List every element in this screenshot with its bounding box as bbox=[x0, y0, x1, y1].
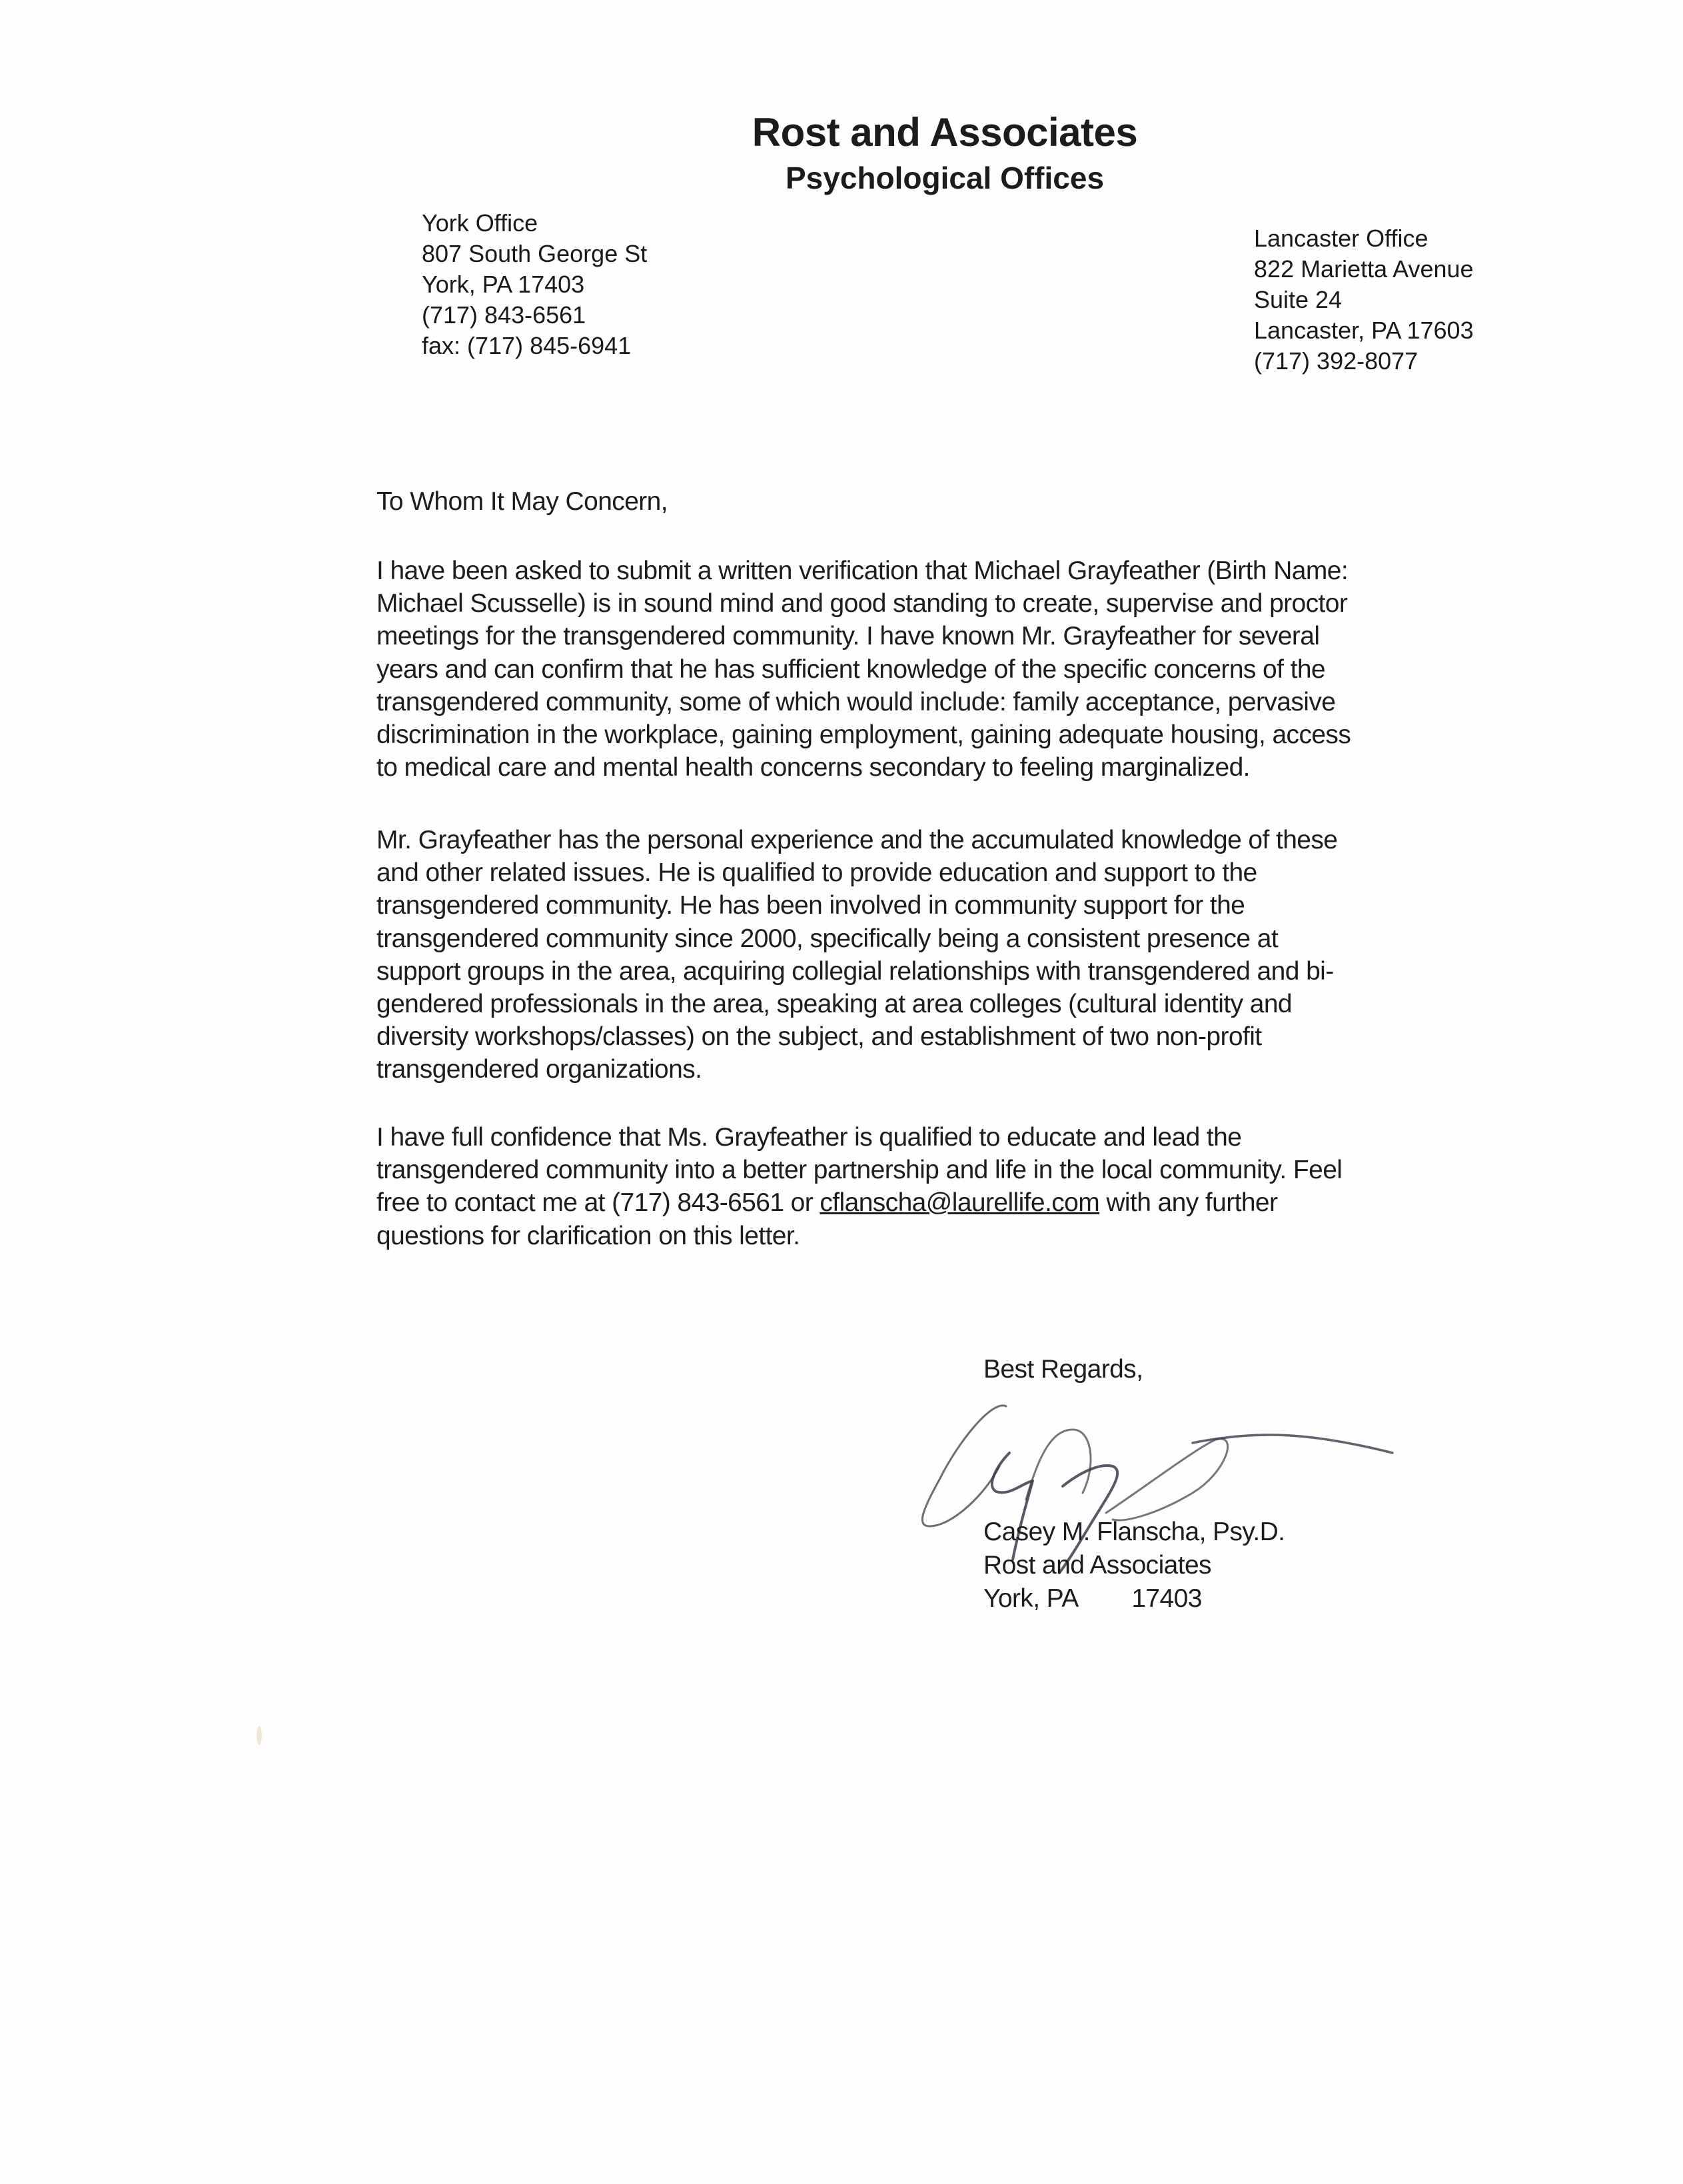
lancaster-office-address bbox=[1254, 223, 1474, 377]
contact-text: free to contact me at (717) 843-6561 or bbox=[376, 1188, 820, 1218]
paragraph-line: discrimination in the workplace, gaining employment, gaining adequate housing, access bbox=[376, 720, 1351, 750]
signatory-block bbox=[983, 1516, 1285, 1616]
paper-speck bbox=[257, 1726, 262, 1745]
contact-text-end: with any further bbox=[1099, 1188, 1278, 1218]
paragraph-line: and other related issues. He is qualified to provide education and support to the bbox=[376, 858, 1257, 888]
paragraph-line: to medical care and mental health concerns secondary to feeling marginalized. bbox=[376, 753, 1250, 782]
paragraph-confidence bbox=[376, 1121, 1342, 1252]
paragraph-line: support groups in the area, acquiring collegial relationships with transgendered and bi- bbox=[376, 956, 1334, 986]
signatory-organization: Rost and Associates bbox=[983, 1551, 1211, 1580]
company-subtitle: Psychological Offices bbox=[785, 161, 1105, 195]
lancaster-office-suite: Suite 24 bbox=[1254, 286, 1343, 313]
paragraph-line: Michael Scusselle) is in sound mind and good standing to create, supervise and proctor bbox=[376, 589, 1348, 618]
paragraph-line: questions for clarification on this letter. bbox=[376, 1221, 800, 1250]
company-name: Rost and Associates bbox=[752, 110, 1138, 155]
email-link[interactable]: cflanscha@laurellife.com bbox=[820, 1188, 1100, 1218]
lancaster-office-street: 822 Marietta Avenue bbox=[1254, 255, 1474, 283]
salutation: To Whom It May Concern, bbox=[376, 487, 668, 516]
lancaster-office-city: Lancaster, PA 17603 bbox=[1254, 317, 1474, 344]
paragraph-line: meetings for the transgendered community. I have known Mr. Grayfeather for several bbox=[376, 622, 1320, 651]
paragraph-line: gendered professionals in the area, speaking at area colleges (cultural identity and bbox=[376, 990, 1292, 1019]
paragraph-line: transgendered community. He has been involved in community support for the bbox=[376, 891, 1245, 920]
paragraph-line: transgendered community, some of which would include: family acceptance, pervasive bbox=[376, 687, 1336, 716]
signatory-name: Casey M. Flanscha, Psy.D. bbox=[983, 1518, 1285, 1546]
york-office-label: York Office bbox=[422, 209, 538, 237]
lancaster-office-label: Lancaster Office bbox=[1254, 225, 1428, 252]
york-office-address bbox=[422, 208, 647, 361]
paragraph-line: I have been asked to submit a written verification that Michael Grayfeather (Birth Name: bbox=[376, 556, 1349, 585]
paragraph-line: years and can confirm that he has sufficient knowledge of the specific concerns of the bbox=[376, 654, 1326, 684]
paragraph-line: I have full confidence that Ms. Grayfeather is qualified to educate and lead the bbox=[376, 1123, 1242, 1152]
york-office-street: 807 South George St bbox=[422, 240, 648, 267]
paragraph-line: Mr. Grayfeather has the personal experience and the accumulated knowledge of these bbox=[376, 826, 1338, 854]
paragraph-verification bbox=[376, 554, 1351, 784]
signatory-location: York, PA 17403 bbox=[983, 1584, 1202, 1613]
york-office-fax: fax: (717) 845-6941 bbox=[422, 332, 632, 359]
paragraph-experience bbox=[376, 824, 1337, 1086]
closing-regards: Best Regards, bbox=[983, 1355, 1143, 1384]
york-office-phone: (717) 843-6561 bbox=[422, 301, 586, 329]
paragraph-line: transgendered community into a better partnership and life in the local community. Feel bbox=[376, 1156, 1343, 1185]
york-office-city: York, PA 17403 bbox=[422, 271, 585, 298]
paragraph-line: transgendered community since 2000, specifically being a consistent presence at bbox=[376, 924, 1279, 953]
paragraph-line: transgendered organizations. bbox=[376, 1055, 702, 1084]
paragraph-line: diversity workshops/classes) on the subject, and establishment of two non-profit bbox=[376, 1022, 1262, 1052]
lancaster-office-phone: (717) 392-8077 bbox=[1254, 347, 1418, 375]
paragraph-line-contact bbox=[376, 1186, 1342, 1219]
